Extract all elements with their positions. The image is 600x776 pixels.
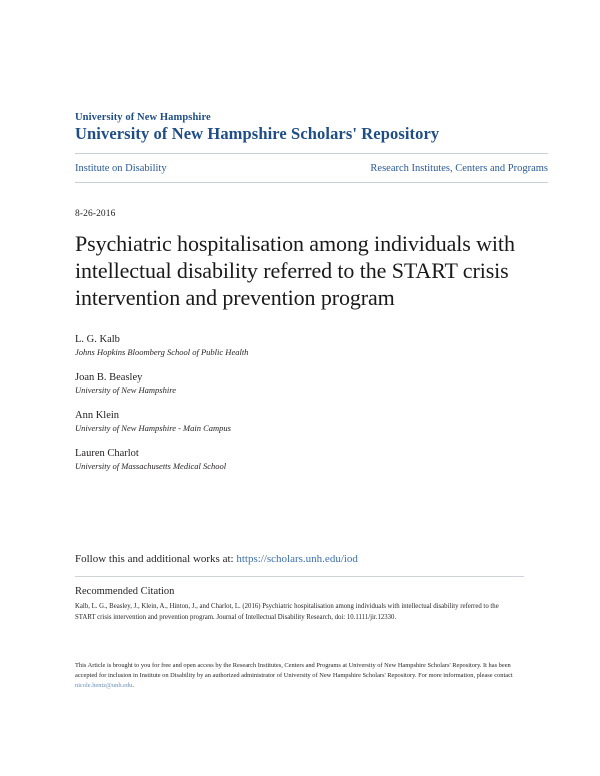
repository-url-link[interactable]: https://scholars.unh.edu/iod xyxy=(236,553,358,565)
author-entry xyxy=(75,409,548,434)
masthead-repository-title: University of New Hampshire Scholars' Repository xyxy=(75,124,440,143)
breadcrumb xyxy=(75,154,548,182)
author-affiliation: University of New Hampshire xyxy=(75,385,176,395)
breadcrumb-parent-link[interactable]: Research Institutes, Centers and Programs xyxy=(370,163,548,174)
follow-works-line xyxy=(75,553,358,565)
author-entry xyxy=(75,371,548,396)
page-title: Psychiatric hospitalisation among individuals with intellectual disability referred to the START crisis intervention and prevention program xyxy=(75,231,515,310)
masthead-divider-bottom xyxy=(75,182,548,183)
masthead-institution: University of New Hampshire xyxy=(75,112,211,123)
author-name: Lauren Charlot xyxy=(75,448,139,459)
access-statement xyxy=(75,661,519,692)
access-statement-text: This Article is brought to you for free and open access by the Research Institutes, Centers and Programs at University of New Hampshire Scholars' Repository. It has been accepted for inclusion in Institute on Disability by an authorized administrator of University of New Hampshire Scholars' Repository. For more information, please contact xyxy=(75,662,513,680)
author-name: Ann Klein xyxy=(75,410,120,421)
author-affiliation: University of Massachusetts Medical School xyxy=(75,461,227,471)
publication-date: 8-26-2016 xyxy=(75,209,116,219)
author-list xyxy=(75,333,548,472)
author-affiliation: University of New Hampshire - Main Campus xyxy=(75,423,231,433)
breadcrumb-collection-link[interactable]: Institute on Disability xyxy=(75,163,167,174)
author-entry xyxy=(75,333,548,358)
recommended-citation-heading: Recommended Citation xyxy=(75,586,175,597)
citation-divider xyxy=(75,576,524,577)
follow-works-label: Follow this and additional works at: xyxy=(75,553,237,565)
author-entry xyxy=(75,447,548,472)
masthead xyxy=(75,112,548,144)
contact-email-link[interactable]: nicole.hentz@unh.edu xyxy=(75,682,133,690)
author-affiliation: Johns Hopkins Bloomberg School of Public Health xyxy=(75,347,249,357)
access-statement-period: . xyxy=(132,682,134,690)
author-name: L. G. Kalb xyxy=(75,334,120,345)
recommended-citation-text: Kalb, L. G., Beasley, J., Klein, A., Hinton, J., and Charlot, L. (2016) Psychiatric hospitalisation among individuals with intellectual disability referred to the START crisis intervention and prevention program. Journal of Intellectual Disability Research, doi: 10.1111/jir.12330. xyxy=(75,603,499,621)
author-name: Joan B. Beasley xyxy=(75,372,143,383)
